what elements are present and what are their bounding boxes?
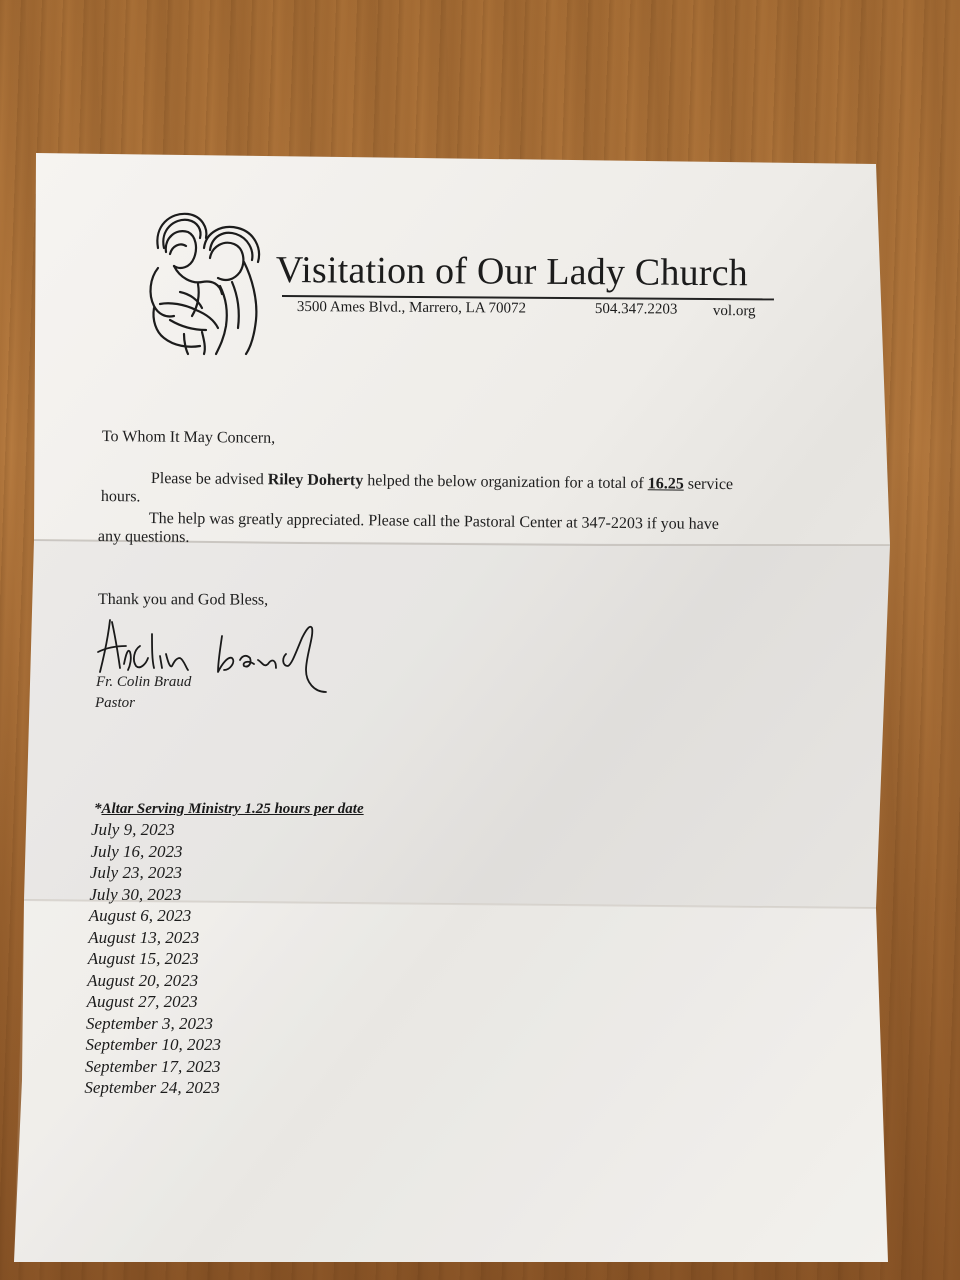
p1-before: Please be advised bbox=[150, 470, 268, 489]
paragraph-one-continued: hours. bbox=[100, 488, 141, 506]
service-date: July 16, 2023 bbox=[90, 841, 183, 861]
paragraph-two-continued: any questions. bbox=[97, 528, 190, 546]
paragraph-two: The help was greatly appreciated. Please call the Pastoral Center at 347-2203 if you have bbox=[148, 510, 719, 533]
service-date: July 9, 2023 bbox=[91, 820, 175, 839]
service-date: September 3, 2023 bbox=[86, 1013, 214, 1033]
service-date: August 20, 2023 bbox=[87, 970, 199, 990]
service-date: August 13, 2023 bbox=[88, 927, 200, 947]
service-date: July 30, 2023 bbox=[89, 884, 182, 904]
salutation: To Whom It May Concern, bbox=[101, 428, 276, 447]
total-hours: 16.25 bbox=[647, 475, 684, 493]
church-address: 3500 Ames Blvd., Marrero, LA 70072 bbox=[296, 299, 527, 317]
closing: Thank you and God Bless, bbox=[97, 591, 269, 609]
church-website: vol.org bbox=[712, 303, 756, 320]
service-date: August 6, 2023 bbox=[88, 906, 192, 925]
church-name: Visitation of Our Lady Church bbox=[275, 248, 749, 295]
pastor-title: Pastor bbox=[95, 695, 136, 711]
pastor-name: Fr. Colin Braud bbox=[96, 674, 192, 690]
service-date: September 24, 2023 bbox=[84, 1078, 220, 1097]
ministry-heading-text: Altar Serving Ministry 1.25 hours per date bbox=[101, 801, 364, 817]
visitation-figures-icon bbox=[140, 208, 272, 356]
service-date: August 27, 2023 bbox=[86, 992, 198, 1011]
service-date: July 23, 2023 bbox=[89, 863, 182, 882]
p1-after: service bbox=[683, 475, 734, 494]
ministry-heading bbox=[94, 801, 364, 818]
service-date: August 15, 2023 bbox=[87, 949, 199, 968]
paragraph-one bbox=[151, 470, 733, 494]
p1-middle: helped the below organization for a total of bbox=[363, 472, 648, 493]
volunteer-name: Riley Doherty bbox=[267, 471, 364, 490]
church-phone: 504.347.2203 bbox=[594, 301, 678, 318]
service-date: September 17, 2023 bbox=[84, 1056, 221, 1076]
ministry-asterisk: * bbox=[94, 801, 102, 817]
service-date: September 10, 2023 bbox=[85, 1035, 222, 1054]
